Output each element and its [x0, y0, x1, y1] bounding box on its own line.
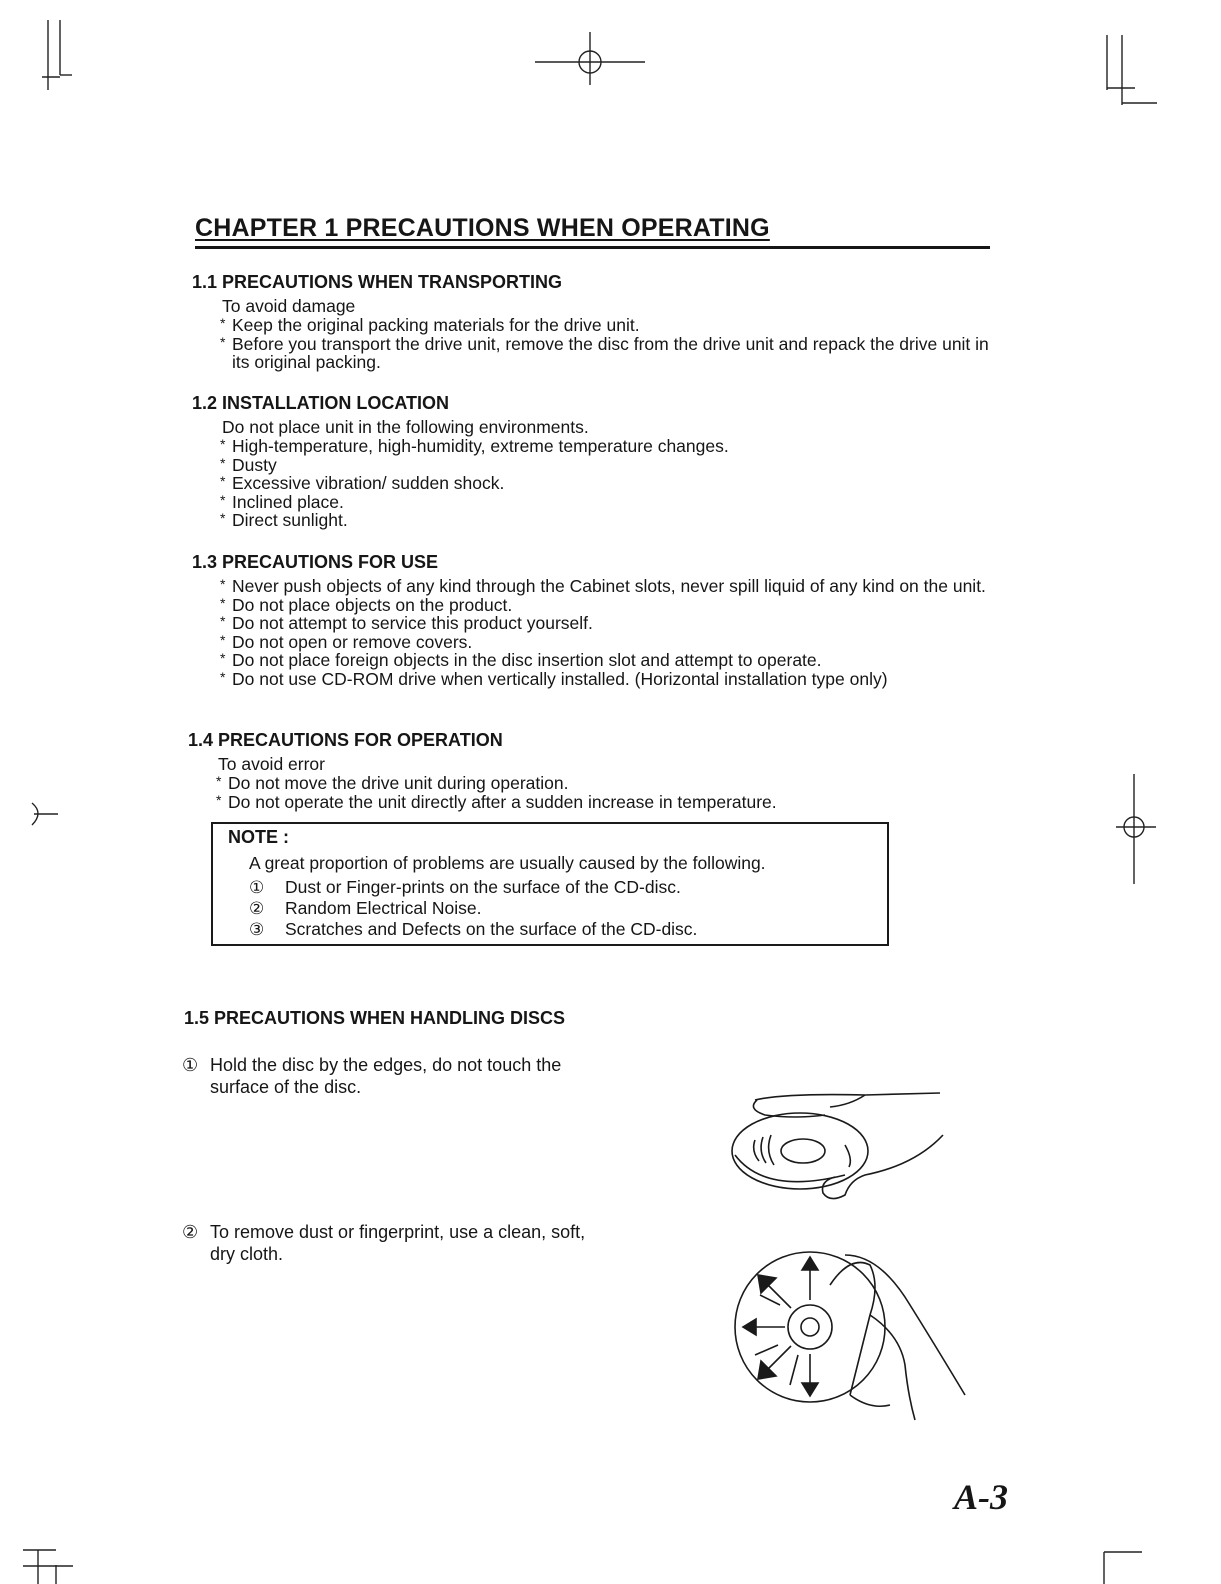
- section-title: 1.3 PRECAUTIONS FOR USE: [192, 552, 439, 572]
- crop-mark-top-left: [30, 15, 90, 95]
- circled-number: ①: [249, 878, 265, 897]
- bullet-item: * Do not open or remove covers.: [220, 633, 992, 652]
- note-item: [249, 919, 697, 940]
- bullet-item: * Dusty: [220, 456, 992, 475]
- handling-item-text: To remove dust or fingerprint, use a clean, soft, dry cloth.: [210, 1222, 586, 1264]
- section-intro: To avoid damage: [222, 296, 356, 316]
- handling-item: [182, 1222, 602, 1265]
- registration-mark-left: [22, 795, 62, 835]
- bullet-item: * Before you transport the drive unit, remove the disc from the drive unit and repack the drive unit in its original packing.: [220, 335, 992, 372]
- note-item-text: Scratches and Defects on the surface of the CD-disc.: [285, 919, 698, 939]
- crop-mark-top-right: [1095, 30, 1165, 110]
- circled-number: ③: [249, 920, 265, 939]
- bullet-item: * Do not move the drive unit during operation.: [216, 774, 988, 793]
- circled-number: ①: [182, 1055, 199, 1075]
- section-title: 1.2 INSTALLATION LOCATION: [192, 393, 449, 413]
- circled-number: ②: [182, 1222, 199, 1242]
- wiping-disc-illustration: [730, 1245, 970, 1425]
- handling-item-text: Hold the disc by the edges, do not touch the surface of the disc.: [210, 1055, 562, 1097]
- hand-holding-disc-illustration: [725, 1085, 955, 1210]
- bullet-list: [192, 437, 992, 530]
- circled-number: ②: [249, 899, 265, 918]
- chapter-title: CHAPTER 1 PRECAUTIONS WHEN OPERATING: [195, 214, 770, 242]
- crop-mark-bottom-left: [18, 1535, 78, 1584]
- section-transporting: [192, 272, 992, 372]
- crop-mark-bottom-right: [1090, 1540, 1150, 1584]
- bullet-item: * Keep the original packing materials for the drive unit.: [220, 316, 992, 335]
- section-title-handling-discs: 1.5 PRECAUTIONS WHEN HANDLING DISCS: [184, 1008, 566, 1028]
- section-precautions-for-operation: [188, 730, 988, 811]
- note-title: NOTE :: [228, 827, 289, 847]
- note-list: [249, 877, 697, 940]
- bullet-item: * Direct sunlight.: [220, 511, 992, 530]
- section-precautions-for-use: [192, 552, 992, 688]
- bullet-item: * High-temperature, high-humidity, extreme temperature changes.: [220, 437, 992, 456]
- bullet-list: [188, 774, 988, 811]
- bullet-item: * Do not attempt to service this product yourself.: [220, 614, 992, 633]
- registration-mark-right: [1110, 772, 1160, 887]
- bullet-item: * Never push objects of any kind through the Cabinet slots, never spill liquid of any kind on the unit.: [220, 577, 992, 596]
- note-item: [249, 877, 697, 898]
- page-number: A-3: [954, 1477, 1008, 1517]
- section-intro: Do not place unit in the following environments.: [222, 417, 589, 437]
- note-intro: A great proportion of problems are usually caused by the following.: [249, 853, 766, 873]
- note-item-text: Dust or Finger-prints on the surface of the CD-disc.: [285, 877, 681, 897]
- bullet-item: * Do not operate the unit directly after a sudden increase in temperature.: [216, 793, 988, 812]
- section-title: 1.1 PRECAUTIONS WHEN TRANSPORTING: [192, 272, 563, 292]
- note-item: [249, 898, 697, 919]
- bullet-item: * Do not place objects on the product.: [220, 596, 992, 615]
- section-intro: To avoid error: [218, 754, 325, 774]
- bullet-item: * Do not place foreign objects in the disc insertion slot and attempt to operate.: [220, 651, 992, 670]
- chapter-title-rule: [195, 246, 990, 249]
- handling-item: [182, 1055, 602, 1098]
- note-item-text: Random Electrical Noise.: [285, 898, 482, 918]
- bullet-item: * Do not use CD-ROM drive when vertically installed. (Horizontal installation type only): [220, 670, 992, 689]
- bullet-list: [192, 577, 992, 688]
- bullet-item: * Excessive vibration/ sudden shock.: [220, 474, 992, 493]
- note-box: [211, 822, 889, 946]
- bullet-list: [192, 316, 992, 372]
- section-installation-location: [192, 393, 992, 530]
- registration-mark-top: [530, 30, 650, 90]
- bullet-item: * Inclined place.: [220, 493, 992, 512]
- section-title: 1.4 PRECAUTIONS FOR OPERATION: [188, 730, 503, 750]
